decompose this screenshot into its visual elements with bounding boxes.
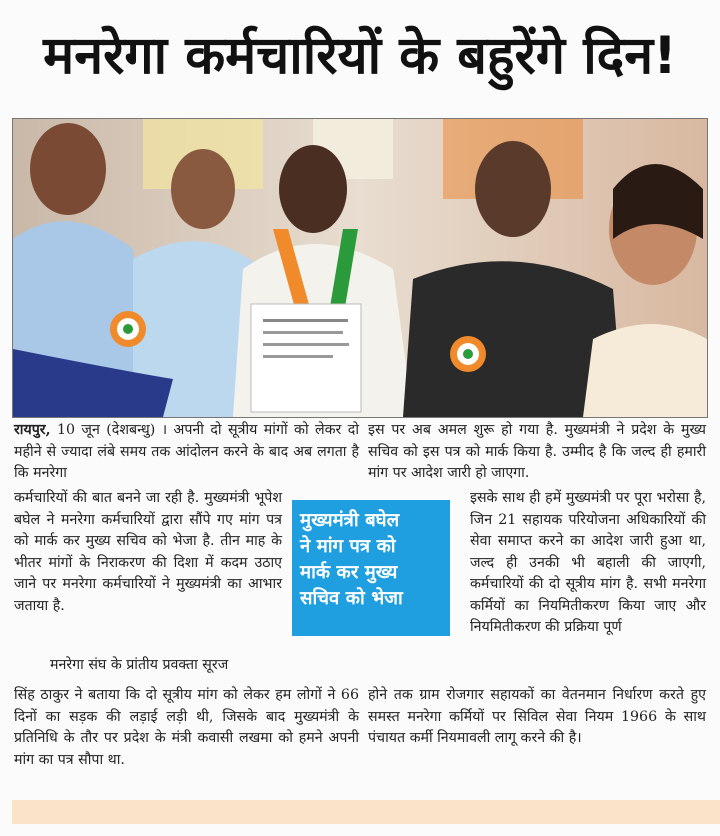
col1-line-2: मांगों को लेकर दो महीने से ज्यादा लंबे समय तक: [14, 422, 360, 460]
article-col1-para2-start: मनरेगा संघ के प्रांतीय प्रवक्ता सूरज: [50, 657, 229, 673]
news-photo: [12, 118, 708, 418]
headline: मनरेगा कर्मचारियों के बहुरेंगे दिन!: [43, 26, 677, 86]
article-col2-top: इस पर अब अमल शुरू हो गया है. मुख्यमंत्री ने प्रदेश के मुख्य सचिव को इस पत्र को मार्क किया है. उम्मीद है कि जल्द ही हमारी मांग पर आदेश जारी हो जाएगा.: [368, 422, 706, 481]
pull-quote-line: मुख्यमंत्री बघेल: [300, 510, 400, 531]
article-col1-bottom: सिंह ठाकुर ने बताया कि दो सूत्रीय मांग को लेकर हम लोगों ने 66 दिनों का सड़क की लड़ाई लड़ी थी, जिसके बाद मुख्यमंत्री के प्रतिनिधि के तौर पर प्रदेश के मंत्री कवासी लखमा को हमने अपनी मांग का पत्र सौपा था.: [14, 687, 359, 768]
pull-quote-box: [292, 500, 450, 636]
col1-line-1: 10 जून (देशबन्धु) । अपनी दो सूत्रीय: [56, 422, 258, 438]
article-col2-middle: इसके साथ ही हमें मुख्यमंत्री पर पूरा भरोसा है, जिन 21 सहायक परियोजना अधिकारियों की सेवा समाप्त करने का आदेश जारी हुआ था, जल्द ही उनकी भी बहाली की जाएगी, कर्मचारियों की दो सूत्रीय मांग है. सभी मनरेगा कर्मियों का नियमितीकरण किया जाए और नियमितीकरण की प्रक्रिया पूर्ण: [470, 490, 706, 635]
pull-quote-line: ने मांग पत्र को: [300, 536, 396, 557]
col1-line-3: आंदोलन करने के बाद अब लगता है कि मनरेगा: [14, 443, 359, 481]
article-col1-top: [14, 420, 359, 485]
dateline: रायपुर,: [14, 422, 51, 438]
pull-quote-line: मार्क कर मुख्य: [300, 562, 398, 583]
article-col1-middle: कर्मचारियों की बात बनने जा रही है. मुख्यमंत्री भूपेश बघेल ने मनरेगा कर्मचारियों द्वारा सौंपे गए मांग पत्र को मार्क कर मुख्य सचिव को भेजा है. तीन माह के भीतर मांगों के निराकरण की दिशा में कदम उठाए जाने पर मनरेगा कर्मचारियों ने मुख्यमंत्री का आभार जताया है.: [14, 490, 282, 614]
footer-band: [12, 800, 720, 824]
article-col2-bottom: होने तक ग्राम रोजगार सहायकों का वेतनमान निर्धारण करते हुए समस्त मनरेगा कर्मियों पर सिविल सेवा नियम 1966 के साथ पंचायत कर्मी नियमावली लागू करने की है।: [368, 687, 706, 746]
pull-quote-line: सचिव को भेजा: [300, 588, 403, 609]
